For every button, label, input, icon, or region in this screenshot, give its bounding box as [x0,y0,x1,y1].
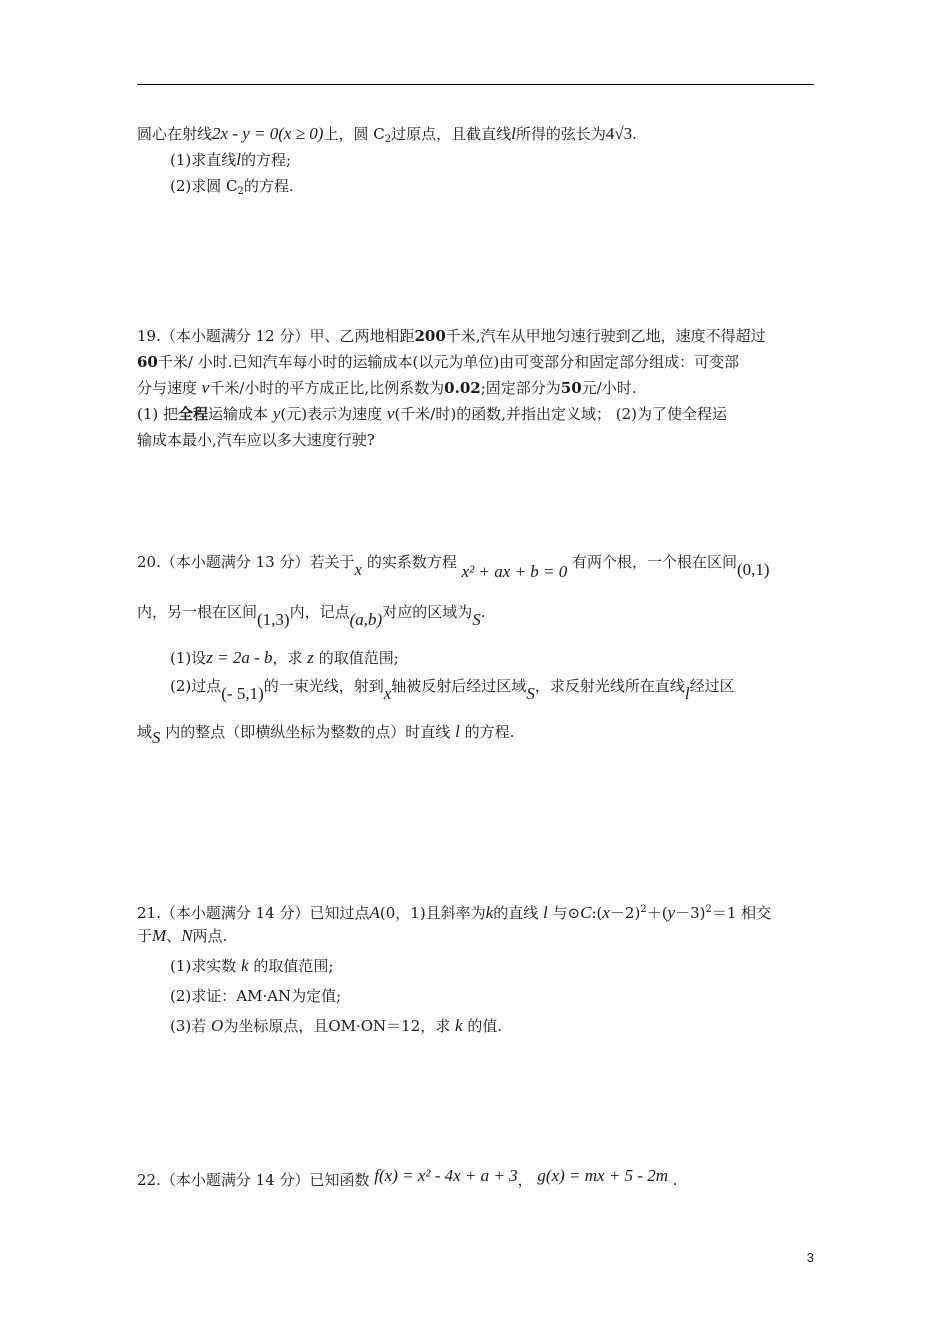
q21-part-2: (2)求证：AM·AN为定值; [170,987,342,1005]
q21-line-2: 于M、N两点. [137,926,228,945]
q21-line-1: 21.（本小题满分 14 分）已知过点A(0，1)且斜率为k的直线 l 与$⊙C:(x-2)^2+(y-3)^2=1$ 相交 [137,903,772,922]
q20-line-2: 内，另一根在区间(1,3)内，记点(a,b)对应的区域为S. [137,603,486,629]
q20-part-1: (1)设z = 2a - b，求 z 的取值范围; [170,648,399,667]
page-number: 3 [806,1250,814,1265]
q19-line-5: 输成本最小,汽车应以多大速度行驶? [137,431,375,449]
header-rule [137,84,814,85]
q19-line-1: 19.（本小题满分 12 分）甲、乙两地相距200千米,汽车从甲地匀速行驶到乙地，速度不得超过 [137,327,766,345]
q19-line-4: (1) 把全程运输成本 y(元)表示为速度 v(千米/时)的函数,并指出定义域； (2)为了使全程运 [137,404,727,423]
q18-line-1: 圆心在射线2x - y = 0(x ≥ 0)上，圆 $C_2$过原点，且截直线l所得的弦长为4√3. [137,124,637,145]
q21-part-1: (1)求实数 k 的取值范围; [170,956,334,975]
q19-line-3: 分与速度 v千米/小时的平方成正比,比例系数为0.02;固定部分为50元/小时. [137,378,637,397]
q22-line-1: 22.（本小题满分 14 分）已知函数 f(x) = x² - 4x + a + 3， g(x) = mx + 5 - 2m . [137,1166,678,1189]
q20-line-5: 域S 内的整点（即横纵坐标为整数的点）时直线 l 的方程. [137,722,515,747]
q20-part-2: (2)过点(- 5,1)的一束光线，射到x轴被反射后经过区域S，求反射光线所在直线l经过区 [170,677,735,703]
q20-line-1: 20.（本小题满分 13 分）若关于x 的实系数方程 x² + ax + b = 0 有两个根，一个根在区间(0,1) [137,553,770,581]
q21-part-3: (3)若 O为坐标原点，且OM·ON＝12，求 k 的值. [170,1016,503,1035]
q19-line-2: 60千米/ 小时.已知汽车每小时的运输成本(以元为单位)由可变部分和固定部分组成：可变部 [137,353,740,371]
q18-part-1: (1)求直线l的方程; [170,150,292,169]
q18-part-2: (2)求圆 $C_2$的方程. [170,177,294,197]
